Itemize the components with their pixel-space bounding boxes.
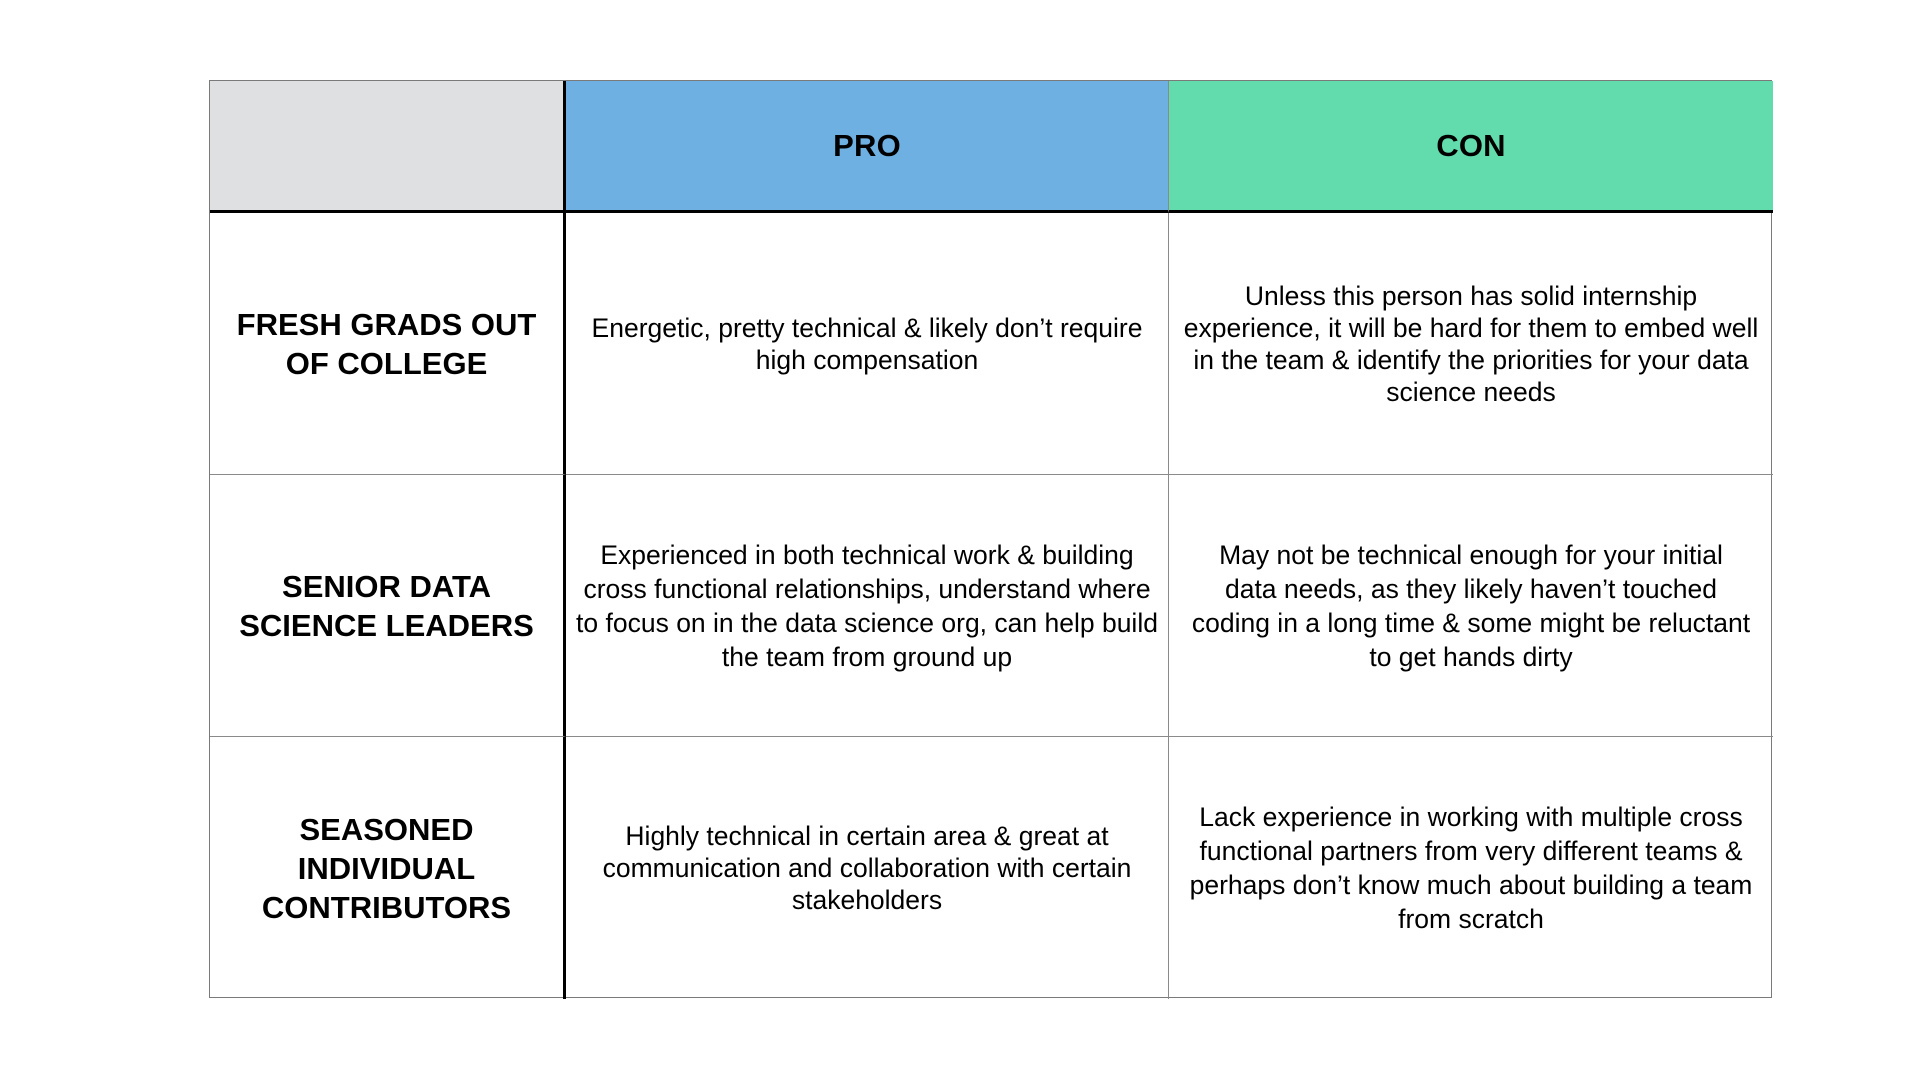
con-text-fresh-grads: Unless this person has solid internship experience, it will be hard for them to embed well in the team & identify the priorities for your data science needs xyxy=(1183,280,1759,407)
pro-header-text: PRO xyxy=(833,127,901,163)
row-label-cell xyxy=(210,213,566,475)
con-cell xyxy=(1169,213,1773,475)
con-cell xyxy=(1169,737,1773,999)
pro-con-table xyxy=(209,80,1772,998)
row-label-senior-leaders: SENIOR DATA SCIENCE LEADERS xyxy=(239,568,534,643)
row-label-cell xyxy=(210,737,566,999)
pro-cell xyxy=(566,475,1169,737)
con-header-text: CON xyxy=(1436,127,1506,163)
con-text-senior-leaders: May not be technical enough for your initial data needs, as they likely haven’t touched coding in a long time & some might be reluctant to get hands dirty xyxy=(1191,539,1751,672)
row-label-seasoned-ics: SEASONED INDIVIDUAL CONTRIBUTORS xyxy=(261,811,512,925)
con-column-header xyxy=(1169,81,1773,213)
con-cell xyxy=(1169,475,1773,737)
con-text-seasoned-ics: Lack experience in working with multiple cross functional partners from very different teams & perhaps don’t know much about building a team from scratch xyxy=(1189,802,1753,934)
pro-column-header xyxy=(566,81,1169,213)
table-corner-cell xyxy=(210,81,566,213)
pro-cell xyxy=(566,213,1169,475)
row-label-cell xyxy=(210,475,566,737)
pro-cell xyxy=(566,737,1169,999)
row-label-fresh-grads: FRESH GRADS OUT OF COLLEGE xyxy=(236,306,537,381)
pro-text-senior-leaders: Experienced in both technical work & building cross functional relationships, understand where to focus on in the data science org, can help build the team from ground up xyxy=(576,539,1158,672)
pro-text-seasoned-ics: Highly technical in certain area & great at communication and collaboration with certain stakeholders xyxy=(602,821,1132,915)
pro-text-fresh-grads: Energetic, pretty technical & likely don’t require high compensation xyxy=(591,312,1143,375)
